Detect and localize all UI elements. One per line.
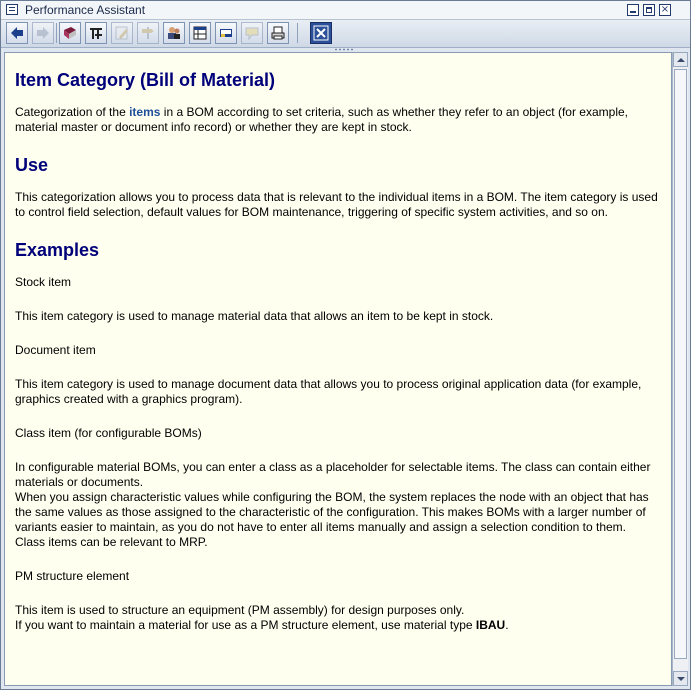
class-item-label: Class item (for configurable BOMs) — [15, 426, 202, 440]
technical-info-icon — [88, 25, 104, 41]
items-link[interactable]: items — [129, 105, 161, 119]
app-icon — [6, 4, 18, 15]
signpost-button[interactable] — [137, 22, 159, 44]
note-icon — [244, 25, 260, 41]
flag-icon — [218, 25, 234, 41]
scroll-up-button[interactable] — [673, 52, 688, 67]
note-button[interactable] — [241, 22, 263, 44]
stock-item-paragraph: This item category is used to manage material data that allows an item to be kept in stock. — [15, 309, 494, 323]
table-icon — [192, 25, 208, 41]
technical-info-button[interactable] — [85, 22, 107, 44]
scroll-down-button[interactable] — [673, 671, 688, 686]
signpost-icon — [140, 25, 156, 41]
scrollbar-thumb[interactable] — [674, 69, 687, 659]
window-title: Performance Assistant — [25, 3, 146, 17]
class-item-paragraph — [15, 460, 663, 550]
back-arrow-icon — [9, 25, 25, 41]
toolbar — [1, 20, 690, 48]
document-item-label: Document item — [15, 343, 96, 357]
people-icon — [166, 25, 182, 41]
document-title: Item Category (Bill of Material) — [15, 70, 276, 90]
flag-button[interactable] — [215, 22, 237, 44]
use-heading: Use — [15, 155, 49, 175]
class-item-text-3: Class items can be relevant to MRP. — [15, 535, 208, 549]
pm-structure-paragraph — [15, 603, 663, 633]
class-item-text-1: In configurable material BOMs, you can enter a class as a placeholder for selectable items. The class can contain either materials or documents. — [15, 460, 651, 489]
toolbar-separator — [297, 23, 298, 43]
help-document — [15, 53, 663, 652]
exit-button[interactable] — [310, 22, 332, 44]
title-bar[interactable] — [1, 1, 690, 20]
edit-icon — [114, 25, 130, 41]
toolbar-grip-handle[interactable] — [334, 48, 354, 51]
toolbar-separator — [56, 23, 57, 43]
chevron-up-icon — [677, 57, 685, 63]
print-icon — [270, 25, 286, 41]
class-item-text-2: When you assign characteristic values while configuring the BOM, the system replaces the node with an object that has the same values as those assigned to the characteristic of the configuration. This makes BOMs with a larger number of variants easier to maintain, as you do not have to enter all items manually and assign a selection condition to them. — [15, 490, 649, 534]
vertical-scrollbar[interactable] — [672, 52, 688, 686]
help-book-button[interactable] — [59, 22, 81, 44]
stock-item-label: Stock item — [15, 275, 72, 289]
intro-paragraph — [15, 105, 663, 135]
minimize-button[interactable] — [627, 4, 639, 16]
table-button[interactable] — [189, 22, 211, 44]
intro-text-start: Categorization of the — [15, 105, 130, 119]
close-help-icon — [313, 25, 329, 41]
close-button[interactable]: × — [660, 4, 670, 15]
help-content-pane — [4, 52, 672, 686]
forward-arrow-icon — [35, 25, 51, 41]
maximize-button[interactable] — [643, 4, 655, 16]
forward-button[interactable] — [32, 22, 54, 44]
edit-button[interactable] — [111, 22, 133, 44]
chevron-down-icon — [677, 676, 685, 682]
examples-heading: Examples — [15, 240, 100, 260]
print-button[interactable] — [267, 22, 289, 44]
pm-text-1: This item is used to structure an equipment (PM assembly) for design purposes only. — [15, 603, 465, 617]
intro-text-end: in a BOM according to set criteria, such as whether they refer to an object (for example, material master or document info record) or whether they are kept in stock. — [15, 105, 628, 134]
pm-structure-label: PM structure element — [15, 569, 130, 583]
pm-text-2-start: If you want to maintain a material for use as a PM structure element, use material type — [15, 618, 476, 632]
pm-text-2-end: . — [505, 618, 509, 632]
material-type-ibau: IBAU — [475, 618, 506, 632]
book-icon — [62, 25, 78, 41]
use-paragraph: This categorization allows you to process data that is relevant to the individual items in a BOM. The item category is used to control field selection, default values for BOM maintenance, triggering of specific system activities, and so on. — [15, 190, 658, 219]
people-button[interactable] — [163, 22, 185, 44]
back-button[interactable] — [6, 22, 28, 44]
document-item-paragraph: This item category is used to manage document data that allows you to process original application data (for example, graphics created with a graphics program). — [15, 377, 642, 406]
